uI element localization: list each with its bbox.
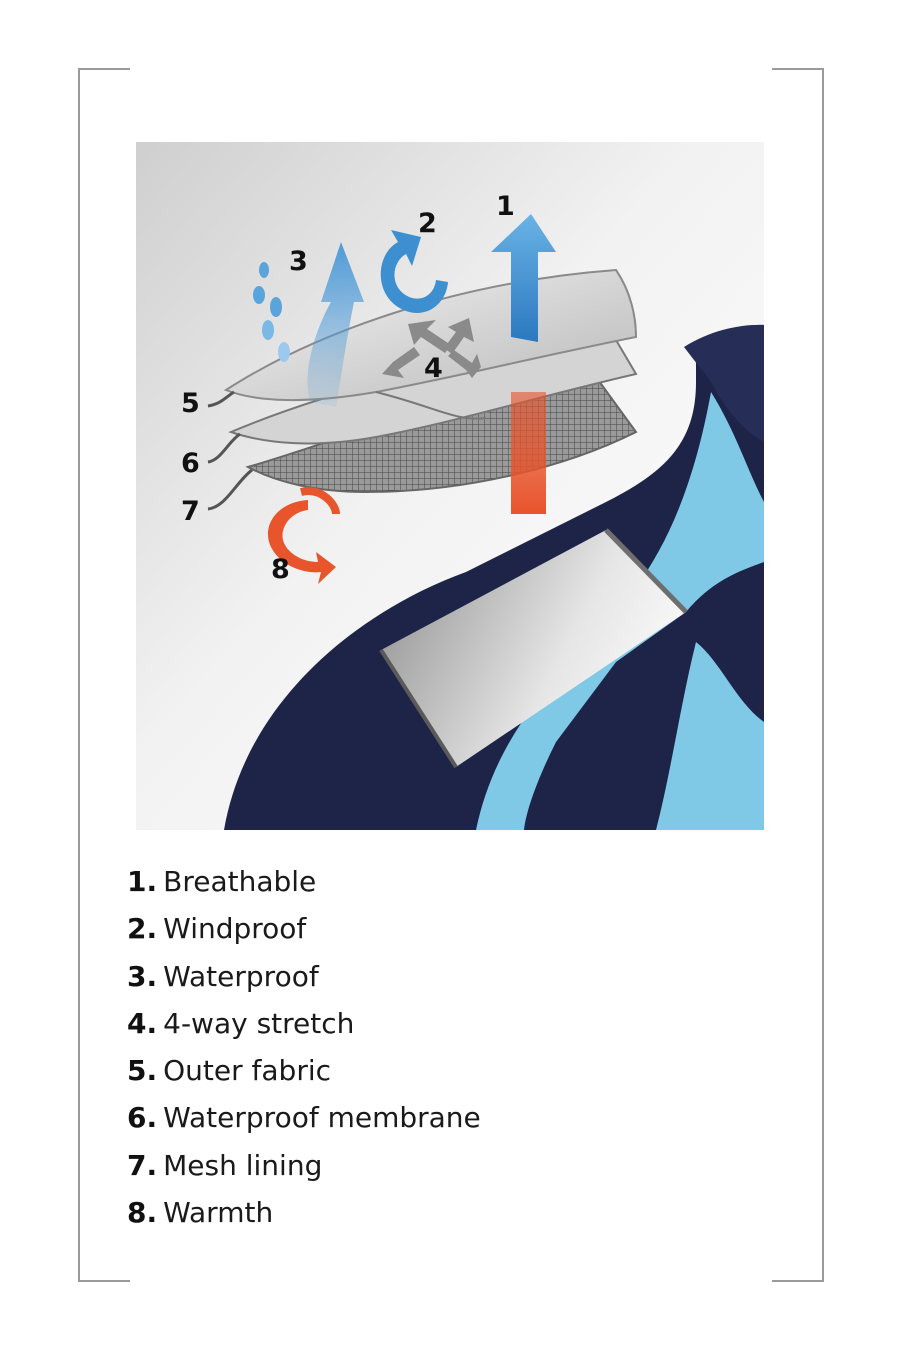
frame-side-left bbox=[78, 108, 80, 1240]
legend-item bbox=[127, 1094, 481, 1141]
legend-label: Warmth bbox=[163, 1196, 274, 1230]
feature-legend bbox=[127, 858, 481, 1236]
warmth-heat-bar bbox=[511, 392, 546, 514]
callout-6: 6 bbox=[181, 448, 200, 479]
frame-corner-bottom-left bbox=[78, 1240, 130, 1282]
legend-label: 4-way stretch bbox=[163, 1006, 355, 1040]
legend-item bbox=[127, 1000, 481, 1047]
legend-item bbox=[127, 905, 481, 952]
callout-1: 1 bbox=[496, 191, 515, 222]
legend-item bbox=[127, 1142, 481, 1189]
callout-4: 4 bbox=[424, 353, 443, 384]
legend-number: 7. bbox=[127, 1148, 158, 1182]
frame-corner-top-right bbox=[772, 68, 824, 110]
callout-3: 3 bbox=[289, 246, 308, 277]
legend-label: Mesh lining bbox=[163, 1148, 323, 1182]
callout-8: 8 bbox=[271, 554, 290, 585]
legend-label: Windproof bbox=[163, 912, 307, 946]
legend-item bbox=[127, 1047, 481, 1094]
legend-number: 4. bbox=[127, 1006, 158, 1040]
legend-label: Outer fabric bbox=[163, 1054, 332, 1088]
legend-item bbox=[127, 953, 481, 1000]
callout-2: 2 bbox=[418, 208, 437, 239]
legend-number: 8. bbox=[127, 1196, 158, 1230]
legend-label: Breathable bbox=[163, 865, 317, 898]
legend-item bbox=[127, 858, 481, 905]
frame-side-right bbox=[822, 108, 824, 1240]
callout-7: 7 bbox=[181, 496, 200, 527]
fabric-layers-diagram bbox=[136, 142, 764, 830]
callout-5: 5 bbox=[181, 388, 200, 419]
legend-number: 5. bbox=[127, 1054, 158, 1088]
frame-corner-top-left bbox=[78, 68, 130, 110]
legend-number: 6. bbox=[127, 1101, 158, 1135]
legend-label: Waterproof membrane bbox=[163, 1101, 481, 1135]
legend-number: 1. bbox=[127, 865, 158, 898]
legend-number: 3. bbox=[127, 959, 158, 993]
frame-corner-bottom-right bbox=[772, 1240, 824, 1282]
legend-item bbox=[127, 1189, 481, 1236]
legend-number: 2. bbox=[127, 912, 158, 946]
legend-label: Waterproof bbox=[163, 959, 319, 993]
